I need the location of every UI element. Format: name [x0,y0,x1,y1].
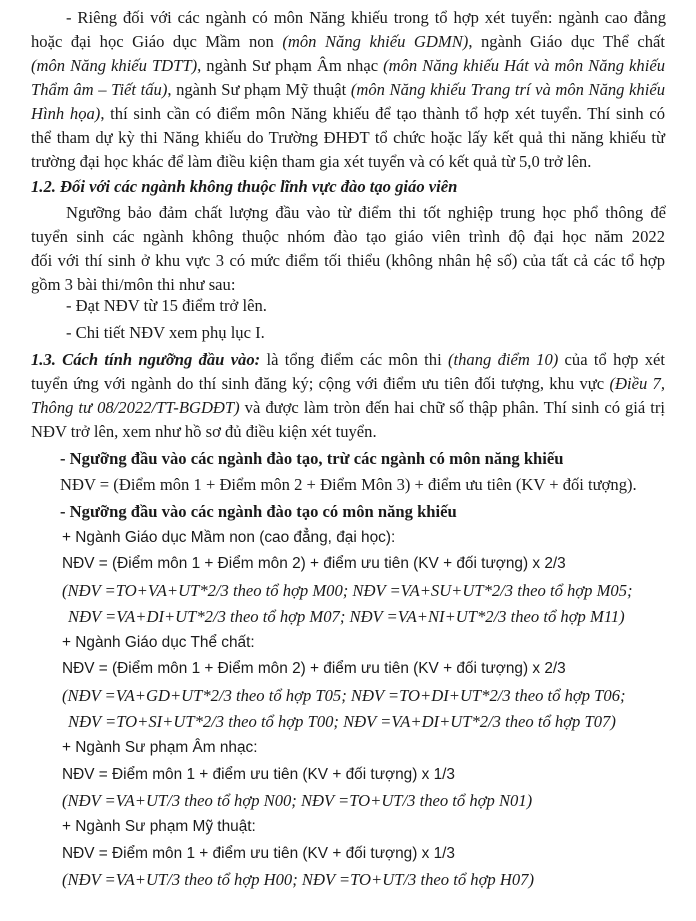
text-line [31,348,665,372]
formula-line: (NĐV =VA+UT/3 theo tổ hợp H00; NĐV =TO+UT/3 theo tổ hợp H07) [62,870,534,889]
text-run: Thông tư 08/2022/TT-BGDĐT) [31,398,240,417]
text-run: Thẩm âm – Tiết tấu) [31,80,168,99]
text-run: , ngành Sư phạm Âm nhạc [197,56,384,75]
formula-line: NĐV = (Điểm môn 1 + Điểm môn 2) + điểm ưu tiên (KV + đối tượng) x 2/3 [62,555,566,572]
text-run: là tổng điểm các môn thi [260,350,448,369]
text-run: (Điều 7, [609,374,665,393]
formula-line: (NĐV =VA+GD+UT*2/3 theo tổ hợp T05; NĐV =TO+DI+UT*2/3 theo tổ hợp T06; [62,686,626,705]
text-run: trường đại học khác để làm điều kiện tham gia xét tuyển và có kết quả từ 5,0 trở lên. [31,152,592,171]
formula-line: + Ngành Giáo dục Mầm non (cao đẳng, đại học): [62,529,396,546]
text-line [31,30,665,54]
text-run: Hình họa) [31,104,101,123]
formula-line: NĐV = (Điểm môn 1 + Điểm môn 2 + Điểm Môn 3) + điểm ưu tiên (KV + đối tượng). [60,475,637,494]
bullet-item: - Đạt NĐV từ 15 điểm trở lên. [66,296,267,315]
formula-line: + Ngành Sư phạm Âm nhạc: [62,739,258,756]
formula-line: (NĐV =VA+UT/3 theo tổ hợp N00; NĐV =TO+UT/3 theo tổ hợp N01) [62,791,533,810]
text-run: , ngành Sư phạm Mỹ thuật [167,80,351,99]
formula-line: NĐV = Điểm môn 1 + điểm ưu tiên (KV + đối tượng) x 1/3 [62,766,455,783]
text-run: (môn Năng khiếu GDMN) [282,32,469,51]
formula-line: NĐV =TO+SI+UT*2/3 theo tổ hợp T00; NĐV =VA+DI+UT*2/3 theo tổ hợp T07) [68,712,616,731]
text-line: tuyển sinh các ngành không thuộc nhóm đào tạo giáo viên trình độ đại học năm 2022 [31,227,665,246]
formula-line: NĐV = Điểm môn 1 + điểm ưu tiên (KV + đối tượng) x 1/3 [62,845,455,862]
text-line: Ngưỡng bảo đảm chất lượng đầu vào từ điểm thi tốt nghiệp trung học phổ thông để [66,203,666,222]
text-run: , ngành Giáo dục Thể chất [468,32,665,51]
formula-line: + Ngành Sư phạm Mỹ thuật: [62,818,256,835]
formula-line: (NĐV =TO+VA+UT*2/3 theo tổ hợp M00; NĐV =VA+SU+UT*2/3 theo tổ hợp M05; [62,581,633,600]
text-line [31,420,377,444]
text-line: đối với thí sinh ở khu vực 3 có mức điểm tối thiểu (không nhân hệ số) của tất cả các tổ hợp [31,251,665,270]
formula-line: NĐV = (Điểm môn 1 + Điểm môn 2) + điểm ưu tiên (KV + đối tượng) x 2/3 [62,660,566,677]
text-run: , thí sinh cần có điểm môn Năng khiếu để tạo thành tổ hợp xét tuyển. Thí sinh có [100,104,665,123]
text-line [31,54,665,78]
formula-line: - Ngưỡng đầu vào các ngành đào tạo có môn năng khiếu [60,502,457,521]
text-run: (môn Năng khiếu TDTT) [31,56,198,75]
text-line [31,396,665,420]
text-line [31,102,665,126]
bullet-item: - Chi tiết NĐV xem phụ lục I. [66,323,265,342]
text-run: - Riêng đối với các ngành có môn Năng khiếu trong tổ hợp xét tuyển: ngành cao đẳng [66,8,666,27]
section-heading-1-2: 1.2. Đối với các ngành không thuộc lĩnh vực đào tạo giáo viên [31,177,458,196]
text-run: thể tham dự kỳ thi Năng khiếu do Trường ĐHĐT tổ chức hoặc lấy kết quả thi năng khiếu từ [31,128,665,147]
text-run: tuyển ứng với ngành do thí sinh đăng ký; cộng với điểm ưu tiên đối tượng, khu vực [31,374,610,393]
text-line [31,78,665,102]
formula-line: - Ngưỡng đầu vào các ngành đào tạo, trừ các ngành có môn năng khiếu [60,449,564,468]
text-run: và được làm tròn đến hai chữ số thập phân. Thí sinh có giá trị [239,398,666,417]
text-run: của tổ hợp xét [558,350,665,369]
text-line [31,150,591,174]
text-line [31,126,665,150]
text-run: (môn Năng khiếu Trang trí và môn Năng khiếu [350,80,665,99]
formula-line: NĐV =VA+DI+UT*2/3 theo tổ hợp M07; NĐV =VA+NI+UT*2/3 theo tổ hợp M11) [68,607,625,626]
text-run: hoặc đại học Giáo dục Mầm non [31,32,283,51]
text-line [66,6,666,30]
text-run: (thang điểm 10) [447,350,559,369]
text-run: NĐV trở lên, xem như hồ sơ đủ điều kiện xét tuyển. [31,422,377,441]
text-run: 1.3. Cách tính ngưỡng đầu vào: [31,350,261,369]
text-line: gồm 3 bài thi/môn thi như sau: [31,275,236,294]
text-run: (môn Năng khiếu Hát và môn Năng khiếu [383,56,665,75]
formula-line: + Ngành Giáo dục Thể chất: [62,634,255,651]
text-line [31,372,665,396]
